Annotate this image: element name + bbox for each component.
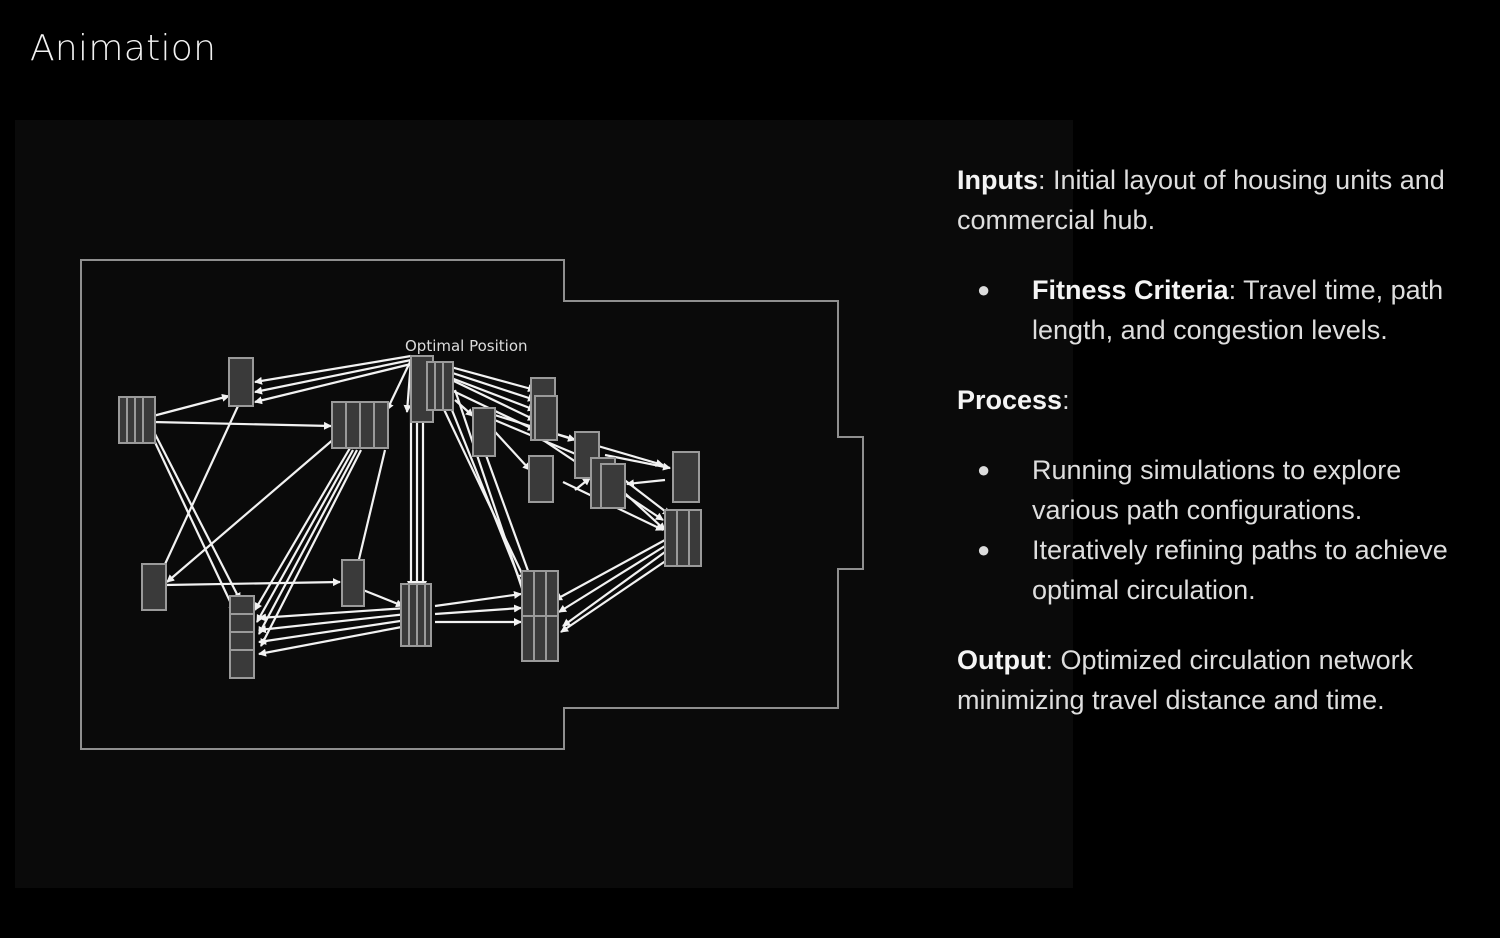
- process-text: :: [1062, 385, 1070, 415]
- unit-box: [119, 397, 155, 443]
- bullet-icon: ●: [977, 457, 991, 482]
- unit-box: [229, 358, 253, 406]
- unit-box: [665, 510, 701, 566]
- inputs-text: : Initial layout of housing units and commercial hub.: [957, 165, 1445, 235]
- output-paragraph: [957, 640, 1457, 720]
- fitness-list: [957, 270, 1457, 350]
- inputs-paragraph: [957, 160, 1457, 240]
- output-text: : Optimized circulation network minimizing travel distance and time.: [957, 645, 1414, 715]
- unit-box: [601, 464, 625, 508]
- animation-panel: [15, 120, 1073, 888]
- bullet-icon: ●: [977, 537, 991, 562]
- process-label: Process: [957, 385, 1063, 415]
- unit-box: [427, 362, 453, 410]
- fitness-label: Fitness Criteria: [1032, 275, 1229, 305]
- unit-box: [535, 396, 557, 440]
- list-item: [957, 450, 1457, 530]
- description-text: [957, 160, 1457, 720]
- list-item: [957, 530, 1457, 610]
- process-list: [957, 450, 1457, 610]
- list-item: [957, 270, 1457, 350]
- bullet-icon: ●: [977, 277, 991, 302]
- unit-box: [473, 408, 495, 456]
- process-item-text: Iteratively refining paths to achieve optimal circulation.: [1032, 535, 1448, 605]
- unit-box: [342, 560, 364, 606]
- optimal-position-label: Optimal Position: [405, 337, 528, 355]
- unit-box: [142, 564, 166, 610]
- process-paragraph: [957, 380, 1457, 420]
- inputs-label: Inputs: [957, 165, 1038, 195]
- circulation-diagram: [15, 120, 1073, 888]
- output-label: Output: [957, 645, 1046, 675]
- unit-box: [230, 596, 254, 678]
- fitness-text: : Travel time, path length, and congestion levels.: [1032, 275, 1444, 345]
- unit-box: [529, 456, 553, 502]
- slide-title: Animation: [30, 28, 217, 69]
- unit-box: [673, 452, 699, 502]
- site-boundary-outline: [81, 260, 863, 749]
- process-item-text: Running simulations to explore various path configurations.: [1032, 455, 1402, 525]
